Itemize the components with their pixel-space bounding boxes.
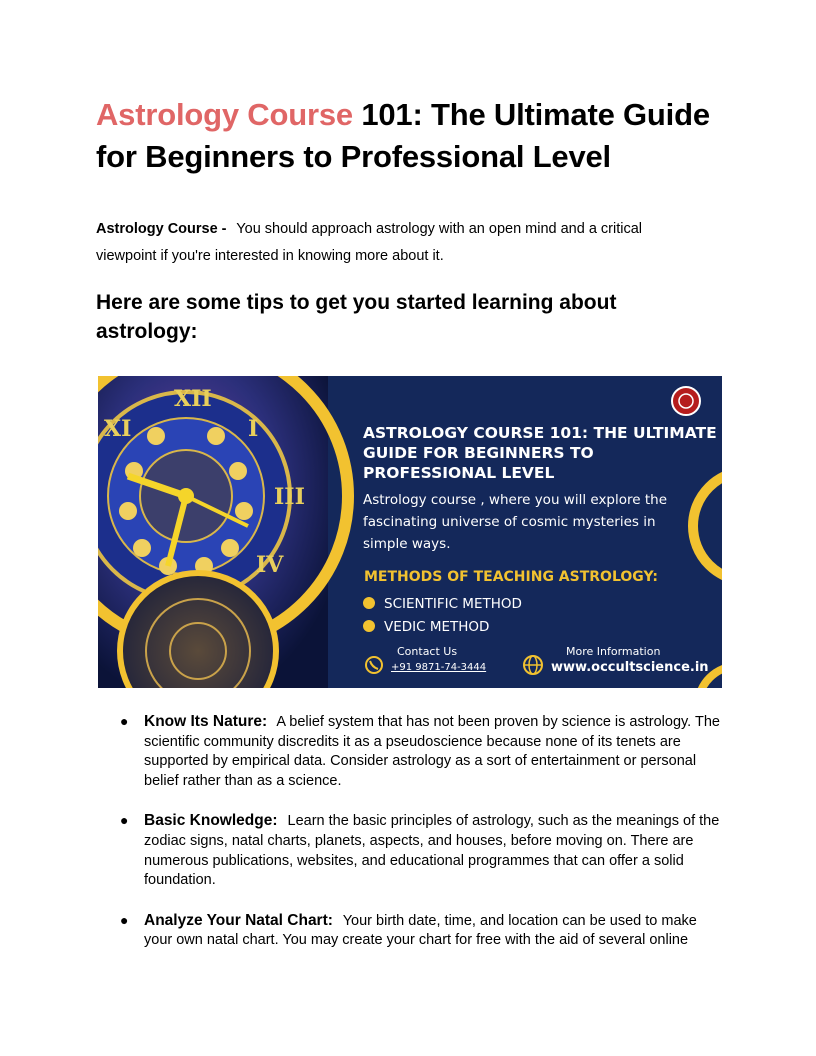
tips-list [96, 712, 726, 971]
svg-text:III: III [274, 484, 305, 510]
svg-text:XI: XI [104, 416, 132, 442]
banner-title-line-1: ASTROLOGY COURSE 101: THE ULTIMATE [363, 424, 717, 442]
tip-label: Know Its Nature: [144, 713, 268, 730]
svg-text:I: I [248, 416, 259, 442]
tip-label: Analyze Your Natal Chart: [144, 911, 333, 929]
method-vedic: VEDIC METHOD [384, 619, 490, 635]
tip-text: Your birth date, time, and location can be used to make your own natal chart. You may create your chart for free with the aid of several online [144, 912, 697, 949]
banner-title-line-2: GUIDE FOR BEGINNERS TO [363, 444, 594, 462]
svg-text:IV: IV [256, 552, 284, 578]
title-accent: Astrology Course [96, 97, 353, 132]
section-heading: Here are some tips to get you started learning about astrology: [96, 291, 617, 343]
bullet-dot-icon: ● [120, 812, 129, 829]
list-item [96, 712, 726, 791]
method-bullet-icon [363, 620, 375, 632]
website-url: www.occultscience.in [551, 660, 709, 675]
svg-text:XII: XII [174, 386, 212, 412]
banner-desc-line-2: fascinating universe of cosmic mysteries in [363, 514, 656, 530]
contact-label: Contact Us [397, 645, 458, 658]
tip-text: Learn the basic principles of astrology, such as the meanings of the zodiac signs, natal charts, planets, aspects, and houses, before moving on. There are numerous publications, websites, and educational programmes that can offer a solid foundation. [144, 813, 720, 889]
banner-desc-line-3: simple ways. [363, 536, 451, 552]
contact-phone: +91 9871-74-3444 [391, 662, 487, 673]
logo-seal [672, 387, 700, 415]
intro-text: You should approach astrology with an open mind and a critical viewpoint if you're interested in knowing more about it. [96, 221, 643, 264]
course-banner-image [98, 376, 722, 688]
intro-paragraph [96, 216, 696, 270]
banner-graphic [98, 376, 722, 688]
list-item [96, 811, 726, 890]
info-label: More Information [566, 645, 661, 658]
tip-label: Basic Knowledge: [144, 812, 278, 830]
banner-desc-line-1: Astrology course , where you will explore the [363, 492, 668, 508]
page-title [96, 94, 726, 178]
bullet-dot-icon: ● [120, 911, 129, 928]
intro-label: Astrology Course - [96, 221, 227, 237]
list-item [96, 911, 726, 951]
method-scientific: SCIENTIFIC METHOD [384, 596, 522, 612]
tip-text: A belief system that has not been proven by science is astrology. The scientific community discredits it as a pseudoscience because none of its tenets are supported by empirical data. Consider astrology as a sort of entertainment or personal belief rather than as a science. [144, 714, 720, 789]
title-rest: 101: The Ultimate Guide for Beginners to Professional Level [96, 97, 710, 174]
method-bullet-icon [363, 597, 375, 609]
methods-heading: METHODS OF TEACHING ASTROLOGY: [364, 569, 658, 585]
bullet-dot-icon: ● [120, 713, 129, 729]
banner-title-line-3: PROFESSIONAL LEVEL [363, 464, 555, 482]
